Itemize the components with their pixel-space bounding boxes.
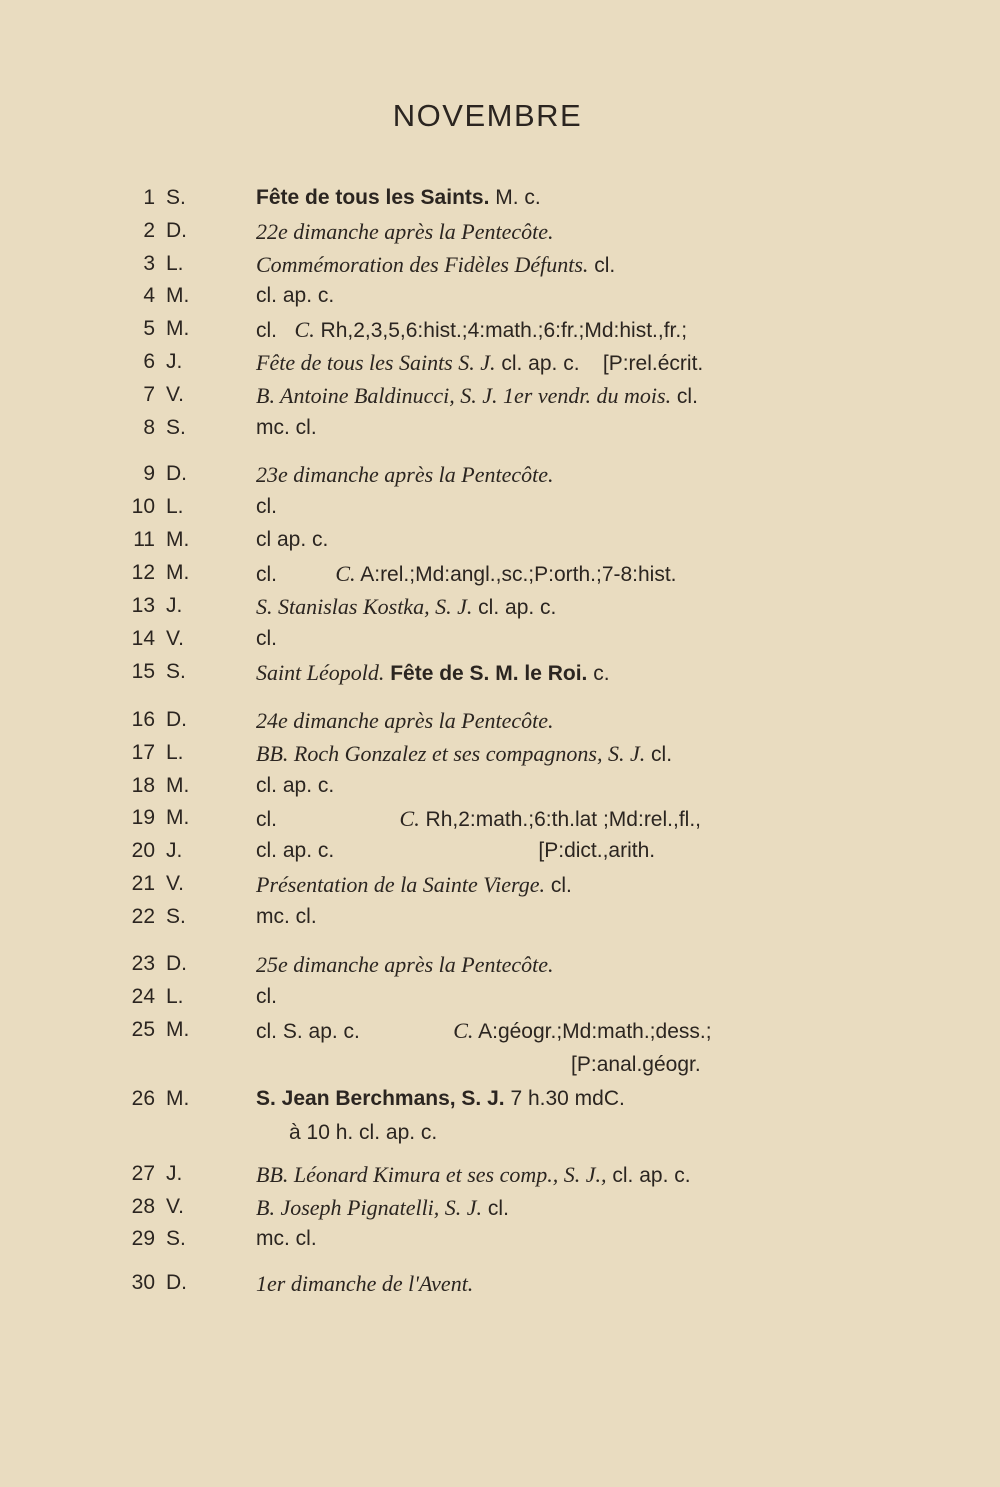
weekday: S. — [166, 905, 186, 928]
calendar-entry — [0, 952, 1000, 986]
entry-note: cl. — [256, 808, 400, 831]
entry-note: mc. cl. — [256, 1227, 317, 1250]
entry-text — [256, 905, 317, 929]
calendar-entry — [0, 1087, 1000, 1121]
day-number: 7 — [143, 383, 155, 406]
feast-italic: BB. Roch Gonzalez et ses compagnons, S. J. — [256, 741, 646, 766]
day-number: 17 — [131, 741, 155, 764]
entry-note: cl. — [256, 319, 295, 342]
entry-note: cl. — [256, 563, 336, 586]
entry-text — [256, 708, 554, 734]
calendar-entry — [0, 219, 1000, 253]
entry-text — [256, 495, 277, 519]
weekday: V. — [166, 383, 184, 406]
day-number: 5 — [143, 317, 155, 340]
feast-italic: Présentation de la Sainte Vierge. — [256, 872, 545, 897]
entry-text — [256, 952, 554, 978]
day-number: 13 — [131, 594, 155, 617]
calendar-entry — [0, 350, 1000, 384]
weekday: D. — [166, 952, 187, 975]
entry-note: cl. ap. c. [P:dict.,arith. — [256, 839, 656, 862]
day-number: 24 — [131, 985, 155, 1008]
day-number: 3 — [143, 252, 155, 275]
day-number: 23 — [131, 952, 155, 975]
weekday: M. — [166, 561, 190, 584]
feast-italic: 1er dimanche de l'Avent. — [256, 1271, 474, 1296]
weekday: L. — [166, 495, 184, 518]
day-number: 2 — [143, 219, 155, 242]
entry-note: Rh,2,3,5,6:hist.;4:math.;6:fr.;Md:hist.,fr.; — [314, 319, 688, 342]
feast-italic: BB. Léonard Kimura et ses comp., S. J., — [256, 1162, 607, 1187]
day-number: 26 — [131, 1087, 155, 1110]
weekday: J. — [166, 1162, 183, 1185]
calendar-entry — [0, 1162, 1000, 1196]
entry-text — [256, 660, 610, 686]
calendar-entry — [0, 186, 1000, 220]
feast-bold: Fête de S. M. le Roi. — [390, 662, 588, 685]
entry-note: A:rel.;Md:angl.,sc.;P:orth.;7-8:hist. — [355, 563, 677, 586]
day-number: 16 — [131, 708, 155, 731]
entry-note: cl. S. ap. c. — [256, 1020, 454, 1043]
calendar-entry — [0, 627, 1000, 661]
feast-italic: B. Joseph Pignatelli, S. J. — [256, 1195, 483, 1220]
entry-text — [256, 1162, 691, 1188]
feast-italic: 22e dimanche après la Pentecôte. — [256, 219, 554, 244]
entry-note: cl. — [545, 874, 572, 897]
weekday: J. — [166, 350, 183, 373]
entry-note: cl. — [645, 743, 673, 766]
feast-italic: S. Stanislas Kostka, S. J. — [256, 594, 473, 619]
feast-italic: Fête de tous les Saints S. J. — [256, 350, 496, 375]
day-number: 18 — [131, 774, 155, 797]
day-number: 21 — [131, 872, 155, 895]
entry-text — [256, 806, 701, 832]
calendar-entry — [0, 561, 1000, 595]
entry-note: à 10 h. cl. ap. c. — [289, 1121, 438, 1144]
entry-note: 7 h.30 mdC. — [504, 1087, 625, 1110]
weekday: V. — [166, 627, 184, 650]
entry-text — [256, 774, 334, 798]
entry-text — [256, 1227, 317, 1251]
entry-text — [256, 284, 334, 308]
calendar-entry — [0, 528, 1000, 562]
entry-text — [256, 383, 698, 409]
feast-italic: 25e dimanche après la Pentecôte. — [256, 952, 554, 977]
day-number: 28 — [131, 1195, 155, 1218]
day-number: 29 — [131, 1227, 155, 1250]
calendar-entry — [0, 594, 1000, 628]
entry-text — [256, 317, 687, 343]
entry-text — [256, 741, 672, 767]
entry-note: cl. ap. c. — [472, 596, 557, 619]
calendar-entry — [0, 1271, 1000, 1305]
weekday: L. — [166, 252, 184, 275]
entry-note: [P:anal.géogr. — [256, 1053, 701, 1076]
feast-italic: 23e dimanche après la Pentecôte. — [256, 462, 554, 487]
feast-italic: C. — [294, 317, 315, 342]
entry-text — [256, 462, 554, 488]
day-number: 4 — [143, 284, 155, 307]
day-number: 27 — [131, 1162, 155, 1185]
feast-italic: 24e dimanche après la Pentecôte. — [256, 708, 554, 733]
entry-note: c. — [587, 662, 610, 685]
calendar-entry — [0, 741, 1000, 775]
feast-italic: C. — [453, 1018, 474, 1043]
entry-note: cl. — [256, 495, 277, 518]
weekday: D. — [166, 1271, 187, 1294]
weekday: D. — [166, 462, 187, 485]
weekday: M. — [166, 1087, 190, 1110]
calendar-entry — [0, 495, 1000, 529]
page-title: NOVEMBRE — [392, 98, 583, 133]
entry-text — [256, 1271, 473, 1297]
calendar-entry — [0, 708, 1000, 742]
calendar-entry — [0, 905, 1000, 939]
calendar-entry — [0, 317, 1000, 351]
calendar-entry — [0, 252, 1000, 286]
weekday: M. — [166, 774, 190, 797]
weekday: L. — [166, 985, 184, 1008]
entry-note: M. c. — [489, 186, 541, 209]
entry-note: mc. cl. — [256, 416, 317, 439]
weekday: S. — [166, 416, 186, 439]
calendar-entry — [0, 1018, 1000, 1052]
day-number: 30 — [131, 1271, 155, 1294]
entry-note: mc. cl. — [256, 905, 317, 928]
calendar-entry — [0, 416, 1000, 450]
weekday: M. — [166, 284, 190, 307]
entry-text — [256, 985, 277, 1009]
day-number: 22 — [131, 905, 155, 928]
calendar-entry — [0, 872, 1000, 906]
calendar-entry — [0, 1053, 1000, 1087]
entry-text — [256, 1195, 509, 1221]
day-number: 8 — [143, 416, 155, 439]
entry-note: cl. — [671, 385, 698, 408]
weekday: S. — [166, 186, 186, 209]
weekday: S. — [166, 1227, 186, 1250]
feast-italic: C. — [399, 806, 420, 831]
entry-text — [256, 1053, 701, 1077]
calendar-entry — [0, 660, 1000, 694]
entry-text — [256, 186, 541, 210]
entry-text — [256, 839, 655, 863]
entry-text — [256, 1087, 625, 1111]
weekday: V. — [166, 1195, 184, 1218]
day-number: 20 — [131, 839, 155, 862]
weekday: D. — [166, 219, 187, 242]
entry-text — [256, 416, 317, 440]
day-number: 9 — [143, 462, 155, 485]
entry-note: cl. ap. c. — [256, 774, 335, 797]
entry-text — [256, 1018, 712, 1044]
weekday: D. — [166, 708, 187, 731]
feast-italic: C. — [335, 561, 356, 586]
day-number: 25 — [131, 1018, 155, 1041]
entry-note: cl ap. c. — [256, 528, 329, 551]
entry-note: A:géogr.;Md:math.;dess.; — [473, 1020, 712, 1043]
feast-italic: B. Antoine Baldinucci, S. J. 1er vendr. du mois. — [256, 383, 672, 408]
calendar-entry — [0, 1121, 1000, 1155]
weekday: M. — [166, 528, 190, 551]
weekday: L. — [166, 741, 184, 764]
calendar-entry — [0, 806, 1000, 840]
weekday: J. — [166, 839, 183, 862]
entry-note: cl. ap. c. [P:rel.écrit. — [495, 352, 704, 375]
entry-text — [256, 350, 703, 376]
calendar-entry — [0, 1195, 1000, 1229]
entry-note: cl. ap. c. — [606, 1164, 691, 1187]
entry-note: cl. — [256, 627, 277, 650]
feast-bold: Fête de tous les Saints. — [256, 186, 490, 209]
calendar-entry — [0, 383, 1000, 417]
entry-note: Rh,2:math.;6:th.lat ;Md:rel.,fl., — [419, 808, 701, 831]
weekday: S. — [166, 660, 186, 683]
weekday: M. — [166, 806, 190, 829]
entry-text — [289, 1121, 437, 1145]
calendar-entry — [0, 1227, 1000, 1261]
entry-note: cl. — [256, 985, 277, 1008]
weekday: V. — [166, 872, 184, 895]
weekday: J. — [166, 594, 183, 617]
entry-text — [256, 561, 677, 587]
entry-text — [256, 627, 277, 651]
entry-text — [256, 219, 554, 245]
weekday: M. — [166, 317, 190, 340]
calendar-entry — [0, 985, 1000, 1019]
day-number: 15 — [131, 660, 155, 683]
day-number: 10 — [131, 495, 155, 518]
day-number: 11 — [133, 528, 155, 551]
day-number: 1 — [143, 186, 155, 209]
entry-note: cl. — [482, 1197, 509, 1220]
day-number: 6 — [143, 350, 155, 373]
calendar-entry — [0, 462, 1000, 496]
entry-text — [256, 252, 615, 278]
calendar-entry — [0, 774, 1000, 808]
entry-note: cl. ap. c. — [256, 284, 335, 307]
day-number: 19 — [131, 806, 155, 829]
feast-bold: S. Jean Berchmans, S. J. — [256, 1087, 505, 1110]
entry-text — [256, 594, 556, 620]
entry-text — [256, 872, 572, 898]
entry-text — [256, 528, 328, 552]
weekday: M. — [166, 1018, 190, 1041]
calendar-entry — [0, 284, 1000, 318]
feast-italic: Saint Léopold. — [256, 660, 385, 685]
day-number: 14 — [131, 627, 155, 650]
calendar-entry — [0, 839, 1000, 873]
feast-italic: Commémoration des Fidèles Défunts. — [256, 252, 589, 277]
entry-note: cl. — [588, 254, 616, 277]
day-number: 12 — [131, 561, 155, 584]
